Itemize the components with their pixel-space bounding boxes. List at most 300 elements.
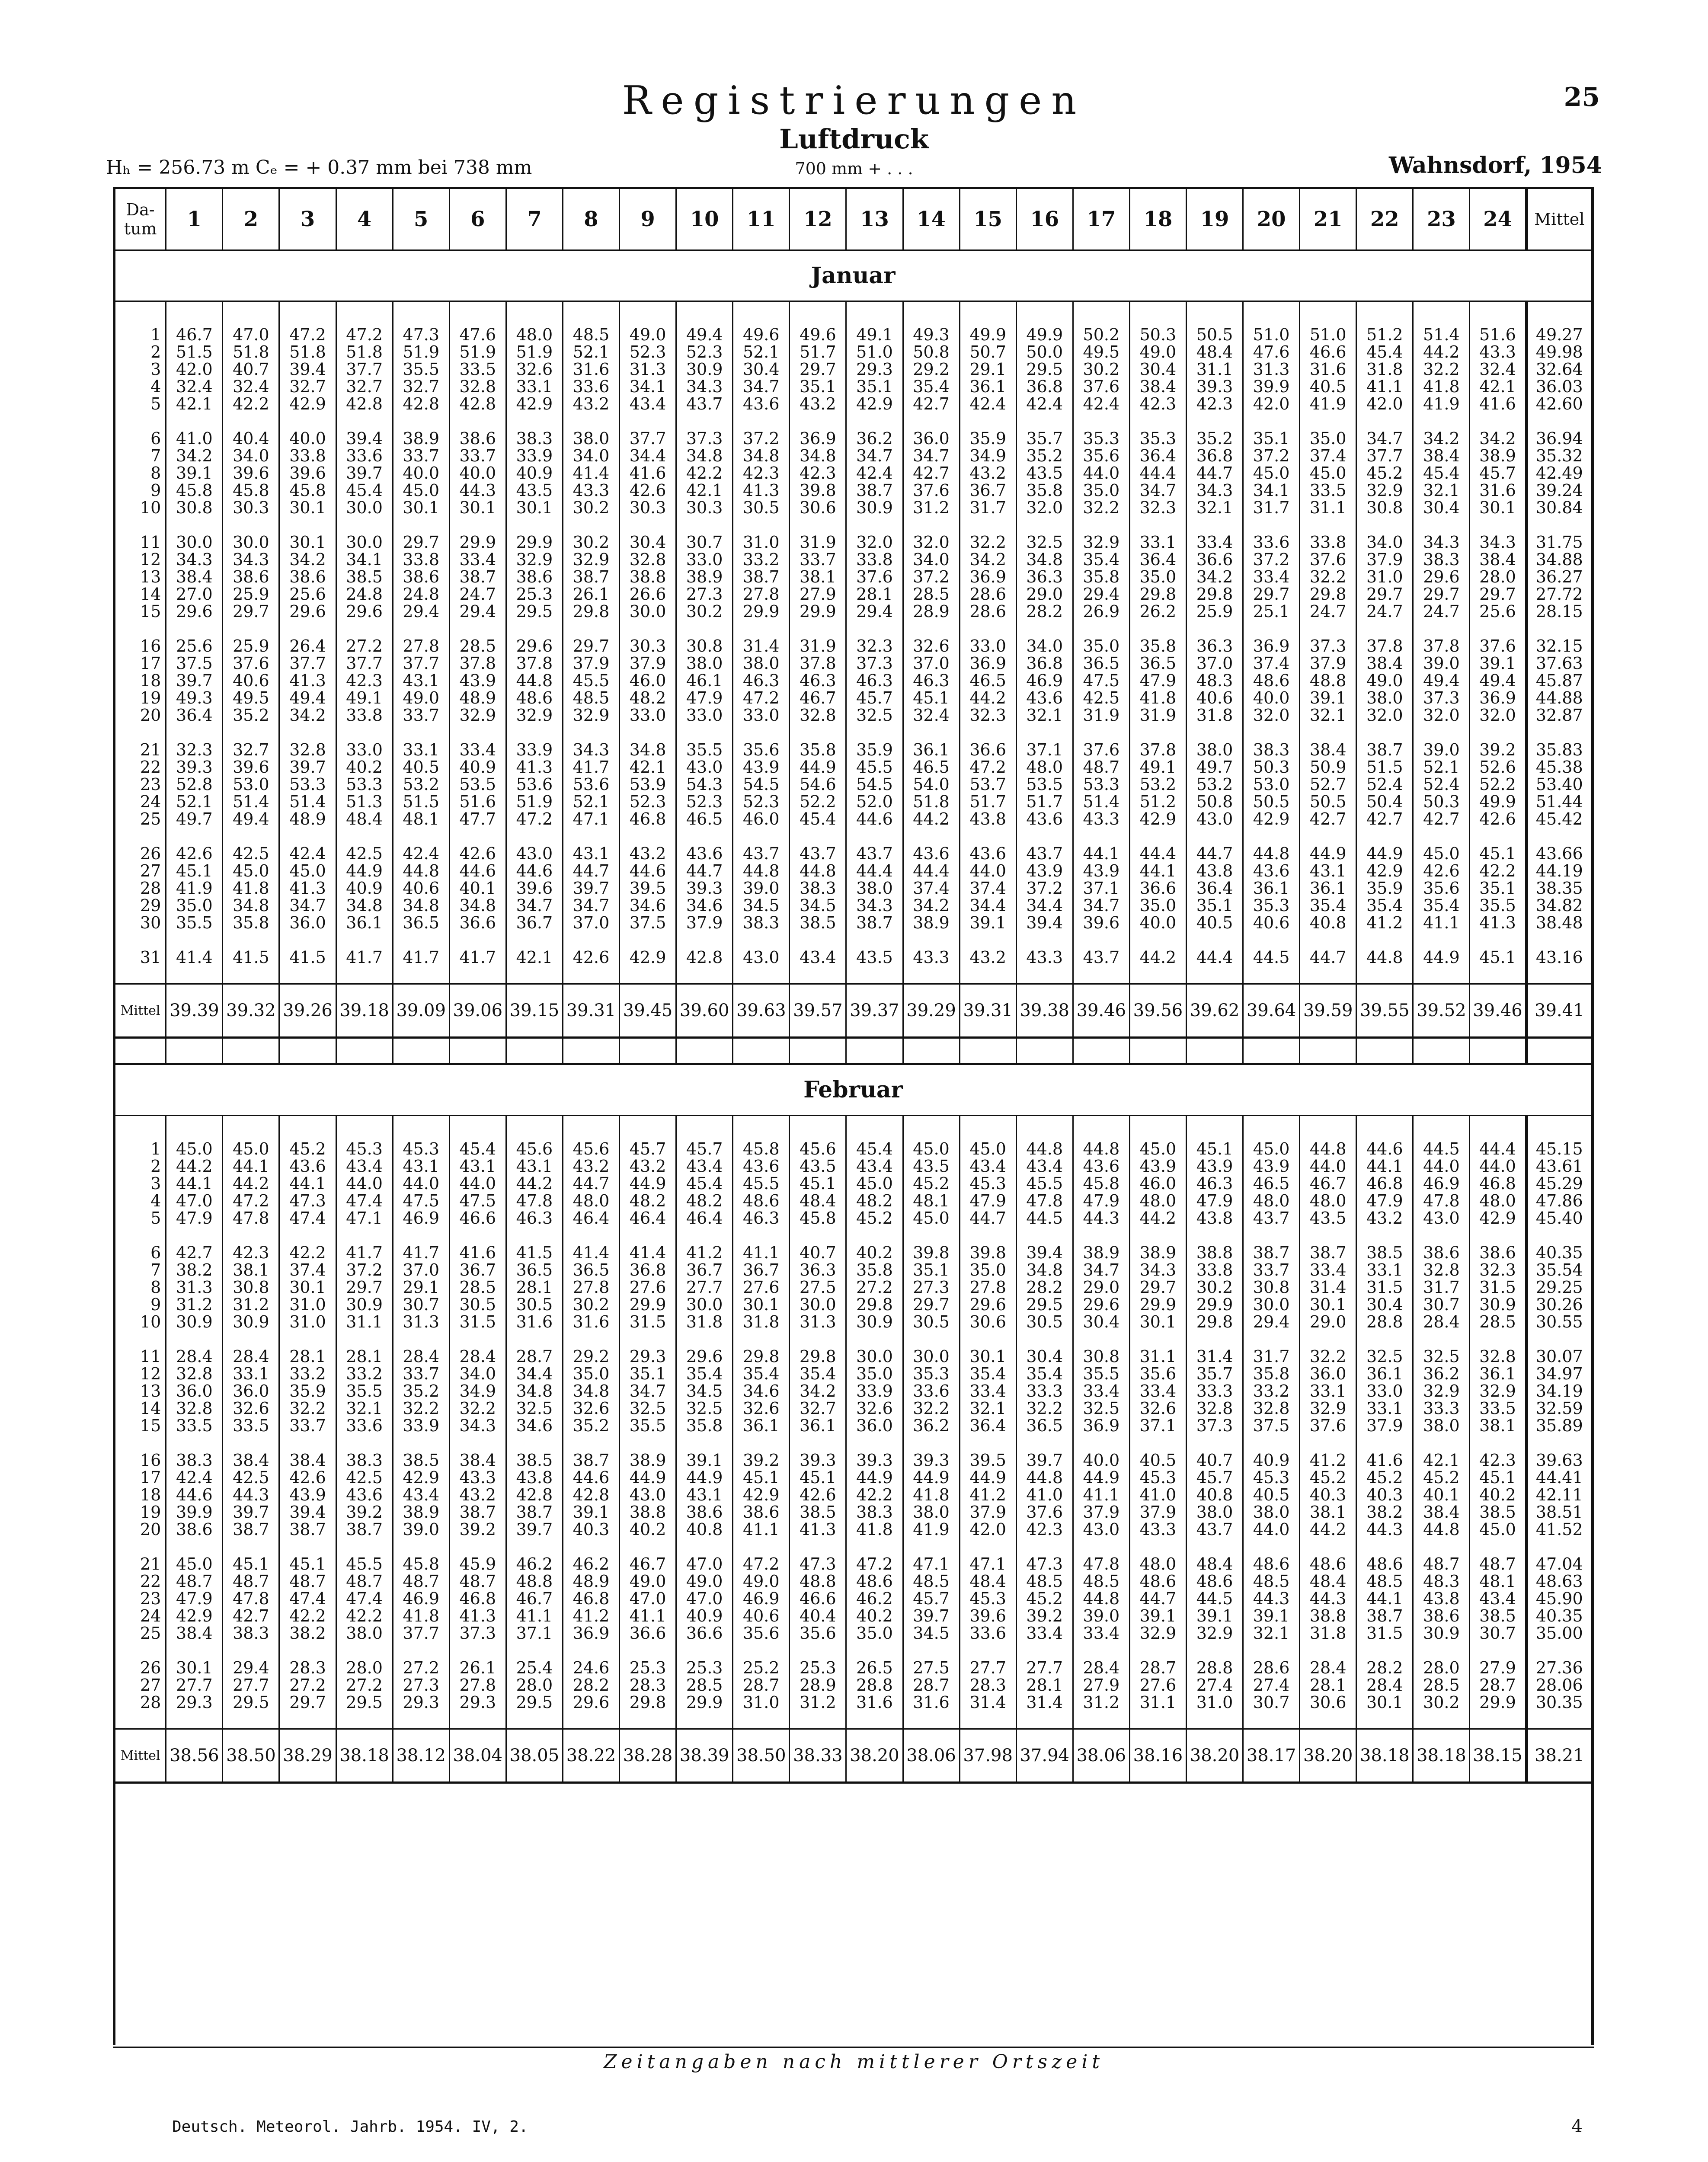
value-cell: 29.4	[449, 603, 506, 620]
value-cell: 37.0	[393, 1261, 449, 1279]
value-cell: 38.4	[1356, 655, 1413, 672]
value-cell: 32.8	[1186, 1400, 1243, 1417]
value-cell: 43.0	[1073, 1521, 1129, 1538]
value-cell: 47.4	[336, 1192, 393, 1209]
value-cell: 39.6	[223, 758, 279, 776]
table-row	[115, 845, 1591, 862]
row-spacer	[115, 301, 1591, 326]
spacer-cell	[1129, 1538, 1186, 1555]
value-cell: 52.2	[1470, 776, 1526, 793]
value-cell: 49.5	[223, 689, 279, 707]
value-cell: 36.6	[449, 914, 506, 931]
day-cell: 17	[140, 655, 161, 672]
spacer-cell	[279, 931, 336, 949]
value-cell: 42.0	[166, 361, 223, 378]
mean-cell: 39.59	[1300, 984, 1356, 1038]
value-cell: 26.5	[846, 1659, 903, 1676]
value-cell: 32.2	[1413, 361, 1470, 378]
value-cell: 47.3	[393, 326, 449, 343]
spacer-cell	[506, 413, 563, 430]
value-cell: 25.1	[1243, 603, 1300, 620]
value-cell: 45.0	[846, 1175, 903, 1192]
mean-cell: 39.64	[1243, 984, 1300, 1038]
day-cell: 2	[150, 1158, 161, 1175]
mean-cell: 38.20	[1186, 1729, 1243, 1783]
value-cell: 45.4	[846, 1140, 903, 1158]
day-cell: 14	[140, 1400, 161, 1417]
value-cell: 47.6	[449, 326, 506, 343]
mean-cell: 39.57	[790, 984, 846, 1038]
value-cell: 38.4	[1413, 447, 1470, 464]
value-cell: 40.3	[1300, 1486, 1356, 1503]
value-cell: 29.0	[1016, 585, 1073, 603]
spacer-cell	[1243, 931, 1300, 949]
value-cell: 51.6	[1470, 326, 1526, 343]
spacer-cell	[676, 1330, 733, 1348]
value-cell: 36.1	[336, 914, 393, 931]
value-cell: 48.5	[1243, 1573, 1300, 1590]
value-cell: 51.0	[1300, 326, 1356, 343]
spacer-cell	[506, 1038, 563, 1064]
value-cell: 29.9	[1186, 1296, 1243, 1313]
value-cell: 35.8	[1243, 1365, 1300, 1382]
spacer-cell	[223, 1116, 279, 1141]
spacer-cell	[115, 1434, 166, 1452]
spacer-cell	[1413, 1227, 1470, 1244]
spacer-cell	[1413, 1116, 1470, 1141]
daily-mean-cell: 42.49	[1526, 464, 1591, 482]
table-row	[115, 1296, 1591, 1313]
table-row	[115, 499, 1591, 516]
value-cell: 36.5	[1073, 655, 1129, 672]
spacer-cell	[115, 724, 166, 741]
spacer-cell	[1413, 1330, 1470, 1348]
value-cell: 30.1	[1129, 1313, 1186, 1330]
spacer-cell	[1300, 516, 1356, 534]
value-cell: 45.8	[1073, 1175, 1129, 1192]
spacer-cell	[1186, 1038, 1243, 1064]
value-cell: 52.1	[1413, 758, 1470, 776]
value-cell: 32.1	[1016, 707, 1073, 724]
spacer-cell	[449, 1538, 506, 1555]
value-cell: 27.9	[1073, 1676, 1129, 1694]
value-cell: 44.1	[1073, 845, 1129, 862]
value-cell: 48.0	[563, 1192, 619, 1209]
value-cell: 49.9	[1470, 793, 1526, 810]
value-cell: 48.3	[1186, 672, 1243, 689]
value-cell: 51.8	[336, 343, 393, 361]
day-cell: 15	[140, 1417, 161, 1434]
spacer-cell	[1186, 1538, 1243, 1555]
value-cell: 44.8	[1356, 949, 1413, 966]
spacer-cell	[1016, 931, 1073, 949]
value-cell: 49.7	[1186, 758, 1243, 776]
value-cell: 30.8	[1243, 1279, 1300, 1296]
value-cell: 36.0	[903, 430, 960, 447]
value-cell: 44.1	[223, 1158, 279, 1175]
spacer-cell	[1186, 413, 1243, 430]
hour-header: 6	[449, 189, 506, 250]
daily-mean-cell: 35.00	[1526, 1625, 1591, 1642]
spacer-cell	[960, 1711, 1016, 1729]
spacer-cell	[1073, 301, 1129, 326]
value-cell: 48.9	[279, 810, 336, 828]
value-cell: 44.7	[563, 862, 619, 880]
value-cell: 49.0	[1129, 343, 1186, 361]
value-cell: 43.7	[846, 845, 903, 862]
value-cell: 52.2	[790, 793, 846, 810]
value-cell: 44.5	[1243, 949, 1300, 966]
value-cell: 34.2	[279, 551, 336, 568]
value-cell: 43.2	[960, 949, 1016, 966]
table-row	[115, 672, 1591, 689]
value-cell: 34.3	[166, 551, 223, 568]
spacer-cell	[676, 1116, 733, 1141]
spacer-cell	[960, 1038, 1016, 1064]
value-cell: 40.2	[336, 758, 393, 776]
value-cell: 40.2	[846, 1607, 903, 1625]
value-cell: 30.1	[733, 1296, 790, 1313]
day-cell: 21	[140, 741, 161, 758]
value-cell: 32.8	[1413, 1261, 1470, 1279]
value-cell: 36.1	[960, 378, 1016, 395]
value-cell: 31.1	[336, 1313, 393, 1330]
value-cell: 47.8	[1413, 1192, 1470, 1209]
value-cell: 44.2	[960, 689, 1016, 707]
value-cell: 42.9	[506, 395, 563, 413]
value-cell: 38.6	[1470, 1244, 1526, 1261]
table-row	[115, 1503, 1591, 1521]
spacer-cell	[449, 516, 506, 534]
value-cell: 48.5	[1073, 1573, 1129, 1590]
value-cell: 40.2	[846, 1244, 903, 1261]
day-cell: 12	[140, 551, 161, 568]
mean-cell: 38.50	[733, 1729, 790, 1783]
table-row	[115, 707, 1591, 724]
value-cell: 44.2	[223, 1175, 279, 1192]
value-cell: 43.9	[1073, 862, 1129, 880]
value-cell: 35.0	[960, 1261, 1016, 1279]
value-cell: 43.1	[393, 1158, 449, 1175]
table-row	[115, 395, 1591, 413]
spacer-cell	[733, 1434, 790, 1452]
value-cell: 52.4	[1413, 776, 1470, 793]
spacer-cell	[790, 966, 846, 984]
value-cell: 38.3	[336, 1452, 393, 1469]
value-cell: 36.3	[1186, 637, 1243, 655]
spacer-cell	[620, 724, 676, 741]
day-cell: 29	[140, 897, 161, 914]
value-cell: 45.2	[846, 1209, 903, 1227]
value-cell: 44.3	[1300, 1590, 1356, 1607]
value-cell: 35.8	[1073, 568, 1129, 585]
value-cell: 29.8	[1300, 585, 1356, 603]
mean-cell: 39.62	[1186, 984, 1243, 1038]
spacer-cell	[1243, 1711, 1300, 1729]
value-cell: 37.2	[733, 430, 790, 447]
value-cell: 46.6	[790, 1590, 846, 1607]
value-cell: 51.5	[1356, 758, 1413, 776]
spacer-cell	[903, 301, 960, 326]
spacer-cell	[790, 1711, 846, 1729]
value-cell: 44.8	[1300, 1140, 1356, 1158]
value-cell: 44.4	[1186, 949, 1243, 966]
spacer-cell	[846, 1116, 903, 1141]
value-cell: 38.6	[279, 568, 336, 585]
spacer-cell	[960, 1227, 1016, 1244]
value-cell: 38.6	[166, 1521, 223, 1538]
spacer-cell	[1243, 1538, 1300, 1555]
value-cell: 29.6	[960, 1296, 1016, 1313]
value-cell: 24.7	[1413, 603, 1470, 620]
value-cell: 29.7	[223, 603, 279, 620]
spacer-cell	[1470, 966, 1526, 984]
value-cell: 43.7	[1016, 845, 1073, 862]
value-cell: 31.6	[1300, 361, 1356, 378]
value-cell: 45.5	[733, 1175, 790, 1192]
value-cell: 30.0	[676, 1296, 733, 1313]
value-cell: 42.3	[1186, 395, 1243, 413]
value-cell: 30.8	[223, 1279, 279, 1296]
value-cell: 50.2	[1073, 326, 1129, 343]
value-cell: 33.8	[336, 707, 393, 724]
value-cell: 44.8	[733, 862, 790, 880]
value-cell: 37.4	[279, 1261, 336, 1279]
value-cell: 46.8	[449, 1590, 506, 1607]
value-cell: 49.0	[393, 689, 449, 707]
table-row	[115, 447, 1591, 464]
value-cell: 46.3	[1186, 1175, 1243, 1192]
mean-cell: 38.18	[1413, 1729, 1470, 1783]
row-spacer	[115, 1434, 1591, 1452]
value-cell: 47.9	[960, 1192, 1016, 1209]
spacer-cell	[1300, 1538, 1356, 1555]
value-cell: 44.5	[1413, 1140, 1470, 1158]
value-cell: 43.8	[1186, 862, 1243, 880]
value-cell: 32.2	[960, 534, 1016, 551]
value-cell: 46.8	[1356, 1175, 1413, 1192]
value-cell: 38.9	[676, 568, 733, 585]
mean-cell: 38.04	[449, 1729, 506, 1783]
value-cell: 48.2	[620, 689, 676, 707]
value-cell: 48.4	[960, 1573, 1016, 1590]
spacer-cell	[1470, 1434, 1526, 1452]
value-cell: 44.0	[393, 1175, 449, 1192]
value-cell: 44.6	[166, 1486, 223, 1503]
value-cell: 45.8	[393, 1555, 449, 1573]
mean-cell: 39.46	[1470, 984, 1526, 1038]
spacer-cell	[846, 301, 903, 326]
value-cell: 30.4	[733, 361, 790, 378]
value-cell: 47.2	[336, 326, 393, 343]
value-cell: 44.7	[960, 1209, 1016, 1227]
row-spacer	[115, 931, 1591, 949]
value-cell: 42.4	[960, 395, 1016, 413]
value-cell: 49.3	[166, 689, 223, 707]
value-cell: 36.4	[166, 707, 223, 724]
value-cell: 38.3	[506, 430, 563, 447]
spacer-cell	[449, 1227, 506, 1244]
value-cell: 40.7	[223, 361, 279, 378]
value-cell: 37.1	[1073, 880, 1129, 897]
value-cell: 36.8	[1016, 378, 1073, 395]
value-cell: 49.6	[790, 326, 846, 343]
spacer-cell	[903, 1642, 960, 1659]
value-cell: 27.7	[166, 1676, 223, 1694]
value-cell: 38.0	[1243, 1503, 1300, 1521]
spacer-cell	[1016, 301, 1073, 326]
value-cell: 29.7	[790, 361, 846, 378]
value-cell: 38.7	[563, 568, 619, 585]
value-cell: 45.6	[506, 1140, 563, 1158]
value-cell: 44.7	[1129, 1590, 1186, 1607]
value-cell: 33.7	[790, 551, 846, 568]
value-cell: 34.7	[1129, 482, 1186, 499]
value-cell: 47.9	[1073, 1192, 1129, 1209]
spacer-cell	[960, 620, 1016, 637]
value-cell: 31.8	[1186, 707, 1243, 724]
value-cell: 32.6	[846, 1400, 903, 1417]
spacer-cell	[960, 724, 1016, 741]
value-cell: 31.7	[1243, 1348, 1300, 1365]
value-cell: 43.4	[846, 1158, 903, 1175]
spacer-cell	[620, 516, 676, 534]
value-cell: 33.1	[223, 1365, 279, 1382]
spacer-cell	[1356, 1434, 1413, 1452]
value-cell: 32.5	[1356, 1348, 1413, 1365]
spacer-cell	[1129, 931, 1186, 949]
daily-mean-cell: 30.55	[1526, 1313, 1591, 1330]
value-cell: 34.1	[620, 378, 676, 395]
value-cell: 42.3	[733, 464, 790, 482]
spacer-cell	[1016, 1330, 1073, 1348]
value-cell: 38.4	[1129, 378, 1186, 395]
daily-mean-cell: 49.98	[1526, 343, 1591, 361]
value-cell: 33.7	[449, 447, 506, 464]
value-cell: 43.3	[1129, 1521, 1186, 1538]
value-cell: 34.3	[1129, 1261, 1186, 1279]
value-cell: 40.0	[449, 464, 506, 482]
value-cell: 40.5	[1186, 914, 1243, 931]
value-cell: 46.3	[790, 672, 846, 689]
value-cell: 34.8	[506, 1382, 563, 1400]
value-cell: 47.9	[1129, 672, 1186, 689]
value-cell: 36.6	[676, 1625, 733, 1642]
value-cell: 33.7	[393, 707, 449, 724]
value-cell: 41.8	[903, 1486, 960, 1503]
value-cell: 29.4	[223, 1659, 279, 1676]
table-row	[115, 793, 1591, 810]
daily-mean-cell: 30.26	[1526, 1296, 1591, 1313]
value-cell: 34.7	[506, 897, 563, 914]
spacer-cell	[166, 1711, 223, 1729]
spacer-cell	[115, 828, 166, 845]
value-cell: 30.1	[393, 499, 449, 516]
spacer-cell	[1526, 620, 1591, 637]
value-cell: 44.5	[1016, 1209, 1073, 1227]
spacer-cell	[1300, 1434, 1356, 1452]
spacer-cell	[733, 620, 790, 637]
spacer-cell	[620, 1434, 676, 1452]
value-cell: 48.1	[1470, 1573, 1526, 1590]
value-cell: 46.7	[790, 689, 846, 707]
spacer-cell	[1300, 301, 1356, 326]
value-cell: 34.8	[790, 447, 846, 464]
value-cell: 44.9	[620, 1469, 676, 1486]
spacer-cell	[449, 1642, 506, 1659]
value-cell: 50.7	[960, 343, 1016, 361]
value-cell: 48.8	[1300, 672, 1356, 689]
spacer-cell	[1243, 1116, 1300, 1141]
spacer-cell	[506, 516, 563, 534]
spacer-cell	[1243, 828, 1300, 845]
value-cell: 45.0	[903, 1140, 960, 1158]
value-cell: 35.2	[393, 1382, 449, 1400]
spacer-cell	[620, 620, 676, 637]
value-cell: 49.4	[676, 326, 733, 343]
value-cell: 38.8	[1300, 1607, 1356, 1625]
value-cell: 40.5	[1243, 1486, 1300, 1503]
value-cell: 29.8	[620, 1694, 676, 1711]
daily-mean-cell: 30.35	[1526, 1694, 1591, 1711]
value-cell: 51.8	[903, 793, 960, 810]
value-cell: 31.8	[676, 1313, 733, 1330]
value-cell: 41.6	[1356, 1452, 1413, 1469]
value-cell: 32.2	[449, 1400, 506, 1417]
value-cell: 45.7	[1470, 464, 1526, 482]
value-cell: 27.3	[903, 1279, 960, 1296]
value-cell: 25.9	[223, 585, 279, 603]
spacer-cell	[1413, 1538, 1470, 1555]
day-cell: 8	[150, 464, 161, 482]
value-cell: 47.1	[960, 1555, 1016, 1573]
value-cell: 35.6	[1129, 1365, 1186, 1382]
value-cell: 29.9	[506, 534, 563, 551]
value-cell: 47.3	[1016, 1555, 1073, 1573]
value-cell: 33.8	[846, 551, 903, 568]
value-cell: 28.8	[1186, 1659, 1243, 1676]
spacer-cell	[1016, 620, 1073, 637]
value-cell: 51.9	[506, 793, 563, 810]
spacer-cell	[506, 931, 563, 949]
mean-cell: 39.56	[1129, 984, 1186, 1038]
value-cell: 32.9	[1186, 1625, 1243, 1642]
value-cell: 43.1	[1300, 862, 1356, 880]
value-cell: 39.1	[1470, 655, 1526, 672]
value-cell: 43.9	[733, 758, 790, 776]
value-cell: 36.1	[790, 1417, 846, 1434]
value-cell: 29.5	[506, 1694, 563, 1711]
value-cell: 40.5	[1129, 1452, 1186, 1469]
value-cell: 38.0	[846, 880, 903, 897]
value-cell: 50.9	[1300, 758, 1356, 776]
value-cell: 48.1	[393, 810, 449, 828]
value-cell: 31.2	[790, 1694, 846, 1711]
value-cell: 37.3	[1186, 1417, 1243, 1434]
row-spacer	[115, 1116, 1591, 1141]
value-cell: 49.4	[223, 810, 279, 828]
value-cell: 44.6	[563, 1469, 619, 1486]
spacer-cell	[1470, 828, 1526, 845]
hour-header: 18	[1129, 189, 1186, 250]
value-cell: 30.6	[1300, 1694, 1356, 1711]
value-cell: 35.3	[1243, 897, 1300, 914]
value-cell: 28.4	[1300, 1659, 1356, 1676]
spacer-cell	[279, 620, 336, 637]
value-cell: 38.7	[846, 482, 903, 499]
spacer-cell	[1243, 516, 1300, 534]
value-cell: 35.5	[166, 914, 223, 931]
